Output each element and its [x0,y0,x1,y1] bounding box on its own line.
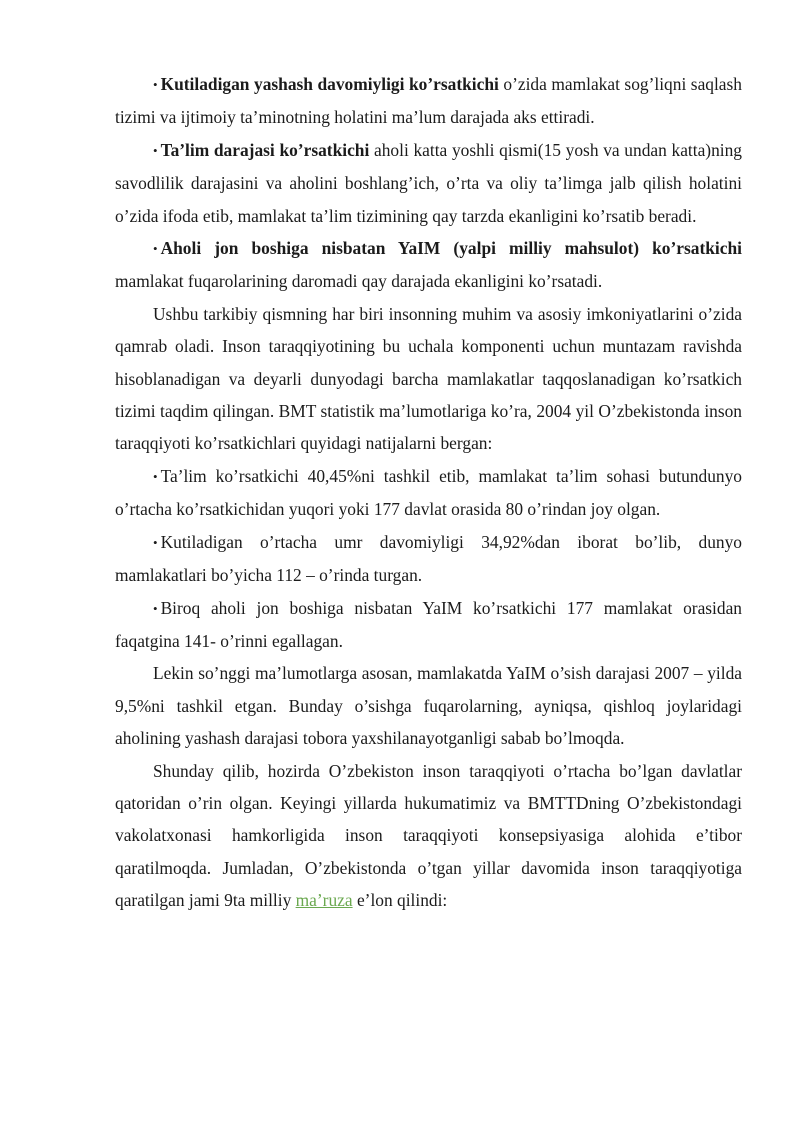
document-page [115,68,742,917]
paragraph-components: Ushbu tarkibiy qismning har biri insonning muhim va asosiy imkoniyatlarini o’zida qamrab oladi. Inson taraqqiyotining bu uchala komponenti uchun muntazam ravishda hisoblanadigan va deyarli dunyodagi barcha mamlakatlar taqqoslanadigan ko’rsatkich tizimi taqdim qilingan. BMT statistik ma’lumotlariga ko’ra, 2004 yil O’zbekistonda inson taraqqiyoti ko’rsatkichlari quyidagi natijalarni bergan: [115,303,742,454]
term-education-level: Ta’lim darajasi ko’rsatkichi [160,139,370,160]
paragraph-text: Biroq aholi jon boshiga nisbatan YaIM ko’rsatkichi 177 mamlakat orasidan faqatgina 141- o’rinni egallagan. [115,597,742,651]
paragraph-conclusion [115,755,742,917]
paragraph-gdp-growth: Lekin so’nggi ma’lumotlarga asosan, mamlakatda YaIM o’sish darajasi 2007 – yilda 9,5%ni tashkil etgan. Bunday o’sishga fuqarolarning, ayniqsa, qishloq joylaridagi aholining yashash darajasi tobora yaxshilanayotganligi sabab bo’lmoqda. [115,663,742,749]
term-life-expectancy: Kutiladigan yashash davomiyligi ko’rsatkichi [160,74,499,94]
bullet-paragraph-life-expectancy [115,68,742,134]
bullet-paragraph-education [115,134,742,232]
paragraph-text: aholi katta yoshli qismi(15 yosh va undan katta)ning savodlilik darajasini va aholini boshlang’ich, o’rta va oliy ta’limga jalb qilish holatini o’zida ifoda etib, mamlakat ta’lim tizimining qay tarzda ekanligini ko’rsatib beradi. [115,139,743,226]
bullet-paragraph-gdp [115,232,742,298]
paragraph-text-tail: e’lon qilindi: [352,890,448,911]
paragraph-text: mamlakat fuqarolarining daromadi qay darajada ekanligini ko’rsatadi. [115,271,603,292]
paragraph-text: o’zida mamlakat sog’liqni saqlash tizimi va ijtimoiy ta’minotning holatini ma’lum darajada aks ettiradi. [115,74,742,128]
paragraph-text: Kutiladigan o’rtacha umr davomiyligi 34,92%dan iborat bo’lib, dunyo mamlakatlari bo’yicha 112 – o’rinda turgan. [115,531,742,586]
bullet-paragraph-education-result [115,460,742,526]
bullet-icon: • [153,600,158,616]
maruza-link[interactable]: ma’ruza [295,890,353,911]
bullet-icon: • [153,534,158,550]
bullet-icon: • [153,468,158,484]
bullet-icon: • [153,142,158,158]
bullet-paragraph-life-expectancy-result [115,526,742,592]
bullet-paragraph-gdp-result [115,592,742,658]
term-gdp-per-capita: Aholi jon boshiga nisbatan YaIM (yalpi milliy mahsulot) ko’rsatkichi [160,238,742,259]
bullet-icon: • [153,77,158,92]
paragraph-text: Shunday qilib, hozirda O’zbekiston inson taraqqiyoti o’rtacha bo’lgan davlatlar qatoridan o’rin olgan. Keyingi yillarda hukumatimiz va BMTTDning O’zbekistondagi vakolatxonasi hamkorligida inson taraqqiyoti konsepsiyasiga alohida e’tibor qaratilmoqda. Jumladan, O’zbekistonda o’tgan yillar davomida inson taraqqiyotiga qaratilgan jami 9ta milliy [115,760,742,911]
paragraph-text: Ta’lim ko’rsatkichi 40,45%ni tashkil etib, mamlakat ta’lim sohasi butundunyo o’rtacha ko’rsatkichidan yuqori yoki 177 davlat orasida 80 o’rindan joy olgan. [115,465,742,520]
bullet-icon: • [153,241,158,257]
